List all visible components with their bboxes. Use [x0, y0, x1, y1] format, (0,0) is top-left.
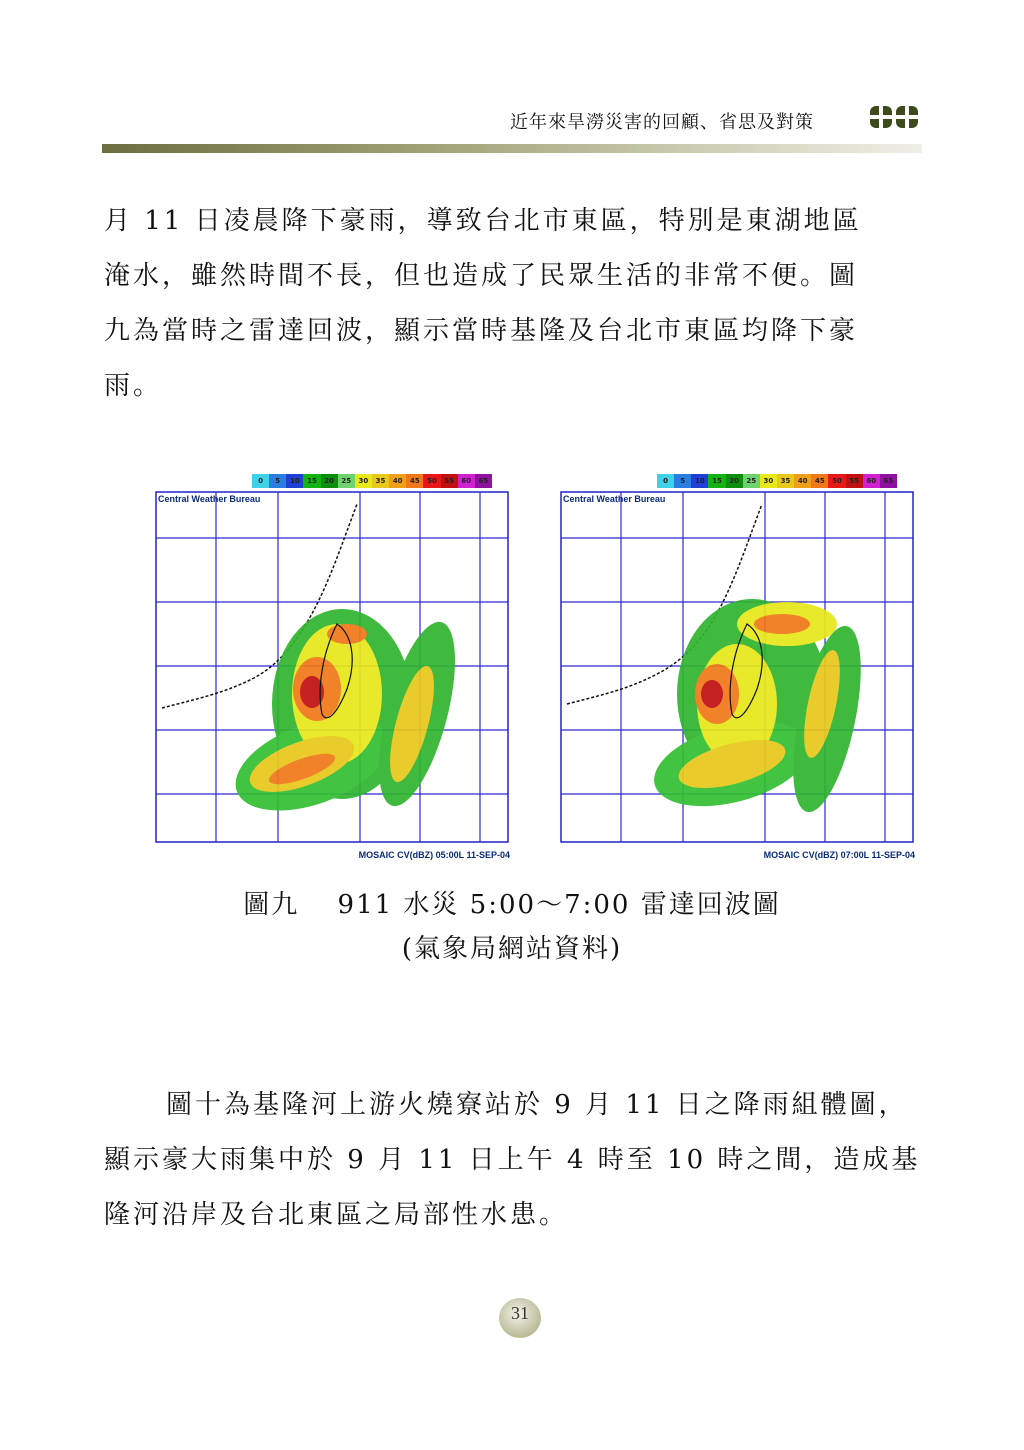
dbz-scale-cell: 40 — [389, 474, 406, 488]
dbz-scale-cell: 30 — [355, 474, 372, 488]
radar-map — [152, 474, 518, 860]
dbz-scale-cell: 20 — [726, 474, 743, 488]
dbz-scale-cell: 10 — [691, 474, 708, 488]
radar-map — [557, 474, 923, 860]
radar-timestamp-label: MOSAIC CV(dBZ) 07:00L 11-SEP-04 — [763, 850, 915, 860]
paragraph-line: 圖十為基隆河上游火燒寮站於 9 月 11 日之降雨組體圖， — [166, 1090, 908, 1120]
radar-source-label: Central Weather Bureau — [563, 494, 666, 504]
radar-image-0500 — [152, 474, 518, 860]
dbz-scale-cell: 45 — [406, 474, 423, 488]
paragraph-line: 顯示豪大雨集中於 9 月 11 日上午 4 時至 10 時之間，造成基 — [104, 1145, 921, 1175]
dbz-scale-cell: 50 — [828, 474, 845, 488]
dbz-scale-cell: 60 — [863, 474, 880, 488]
dbz-scale-cell: 55 — [846, 474, 863, 488]
dbz-scale-cell: 5 — [674, 474, 691, 488]
running-header-title: 近年來旱澇災害的回顧、省思及對策 — [510, 112, 814, 133]
dbz-scale-cell: 45 — [811, 474, 828, 488]
dbz-scale-cell: 50 — [423, 474, 440, 488]
body-paragraph-1 — [104, 194, 924, 414]
dbz-scale-cell: 15 — [303, 474, 320, 488]
dbz-scale-cell: 60 — [458, 474, 475, 488]
dbz-scale-cell: 25 — [338, 474, 355, 488]
radar-source-label: Central Weather Bureau — [158, 494, 261, 504]
figure-caption: 圖九 911 水災 5:00～7:00 雷達回波圖 — [243, 890, 781, 920]
dbz-scale-cell: 15 — [708, 474, 725, 488]
page-number: 31 — [511, 1303, 529, 1323]
dbz-scale-cell: 35 — [777, 474, 794, 488]
dbz-color-scale — [252, 474, 492, 488]
dbz-scale-cell: 40 — [794, 474, 811, 488]
body-paragraph-2 — [104, 1078, 924, 1243]
radar-timestamp-label: MOSAIC CV(dBZ) 05:00L 11-SEP-04 — [358, 850, 510, 860]
dbz-scale-cell: 30 — [760, 474, 777, 488]
paragraph-line: 淹水，雖然時間不長，但也造成了民眾生活的非常不便。圖 — [104, 261, 859, 291]
figure-source-caption: (氣象局網站資料) — [401, 934, 623, 964]
dbz-scale-cell: 0 — [657, 474, 674, 488]
dbz-scale-cell: 65 — [880, 474, 897, 488]
header-rule — [102, 144, 922, 153]
paragraph-line: 月 11 日凌晨降下豪雨，導致台北市東區，特別是東湖地區 — [104, 206, 862, 236]
dbz-scale-cell: 25 — [743, 474, 760, 488]
dbz-scale-cell: 65 — [475, 474, 492, 488]
dbz-color-scale — [657, 474, 897, 488]
header-emblem-icon — [868, 104, 920, 130]
dbz-scale-cell: 5 — [269, 474, 286, 488]
paragraph-line: 隆河沿岸及台北東區之局部性水患。 — [104, 1200, 569, 1230]
dbz-scale-cell: 55 — [441, 474, 458, 488]
paragraph-line: 九為當時之雷達回波，顯示當時基隆及台北市東區均降下豪 — [104, 316, 859, 346]
dbz-scale-cell: 10 — [286, 474, 303, 488]
dbz-scale-cell: 0 — [252, 474, 269, 488]
dbz-scale-cell: 35 — [372, 474, 389, 488]
radar-image-0700 — [557, 474, 923, 860]
paragraph-line: 雨。 — [104, 371, 163, 401]
dbz-scale-cell: 20 — [321, 474, 338, 488]
